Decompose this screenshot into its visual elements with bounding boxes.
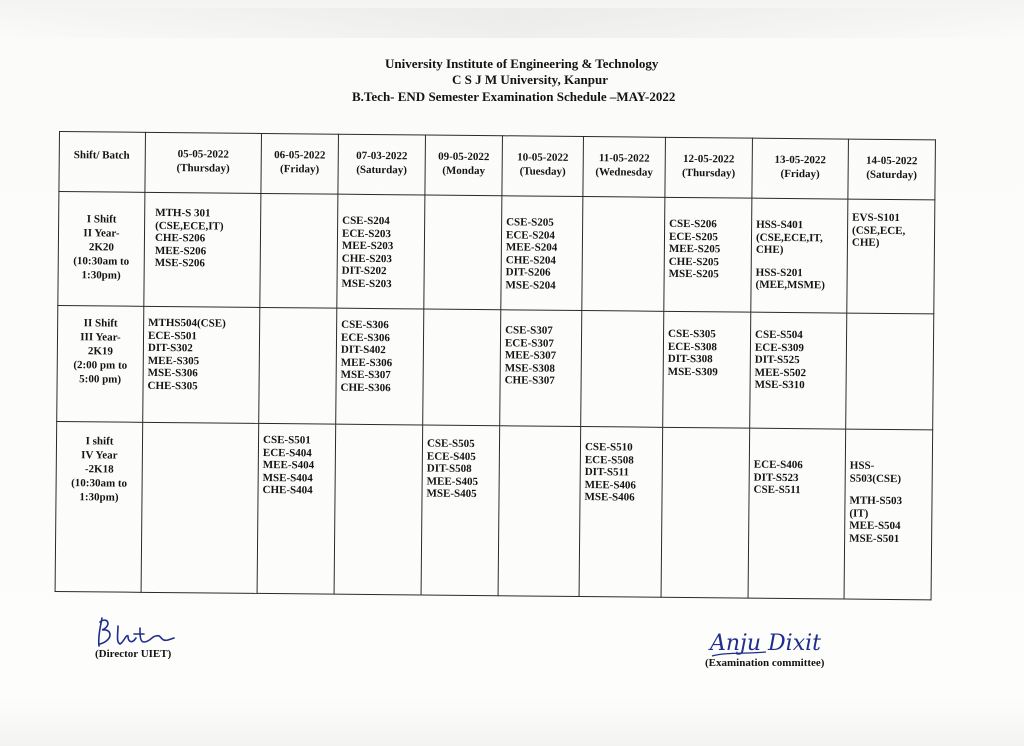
course-code: S503(CSE) (849, 472, 902, 485)
course-code: CHE-S306 (340, 381, 391, 394)
course-code: (CSE,ECE,IT, (755, 231, 823, 244)
batch-line: I Shift (86, 213, 117, 226)
course-code: ECE-S203 (341, 227, 391, 240)
course-code: CSE-S504 (755, 328, 803, 342)
course-code: HSS-S201 (755, 266, 803, 279)
course-code: ECE-S204 (505, 228, 555, 242)
course-code: HSS-S401 (756, 218, 804, 232)
schedule-cell (661, 427, 750, 598)
course-code: CSE-S305 (668, 327, 716, 341)
course-code: (CSE,ECE, (852, 224, 906, 237)
exam-date: 11-05-2022 (598, 152, 650, 165)
course-code: MSE-S307 (340, 368, 391, 382)
batch-line: (2:00 pm to (73, 359, 128, 372)
course-code: CHE-S206 (154, 231, 206, 245)
course-code: MSE-S404 (262, 471, 313, 484)
schedule-cell (144, 192, 261, 307)
course-code: MTHS504(CSE) (148, 316, 226, 330)
course-code: MSE-S501 (849, 532, 900, 545)
exam-date: 10-05-2022 (517, 151, 569, 164)
column-header-date (752, 138, 849, 199)
course-code: MSE-S309 (667, 365, 718, 378)
exam-date: 14-05-2022 (866, 154, 918, 168)
course-code: DIT-S523 (753, 471, 799, 484)
exam-date: 12-05-2022 (683, 152, 735, 166)
course-code: MEE-S305 (147, 354, 200, 367)
batch-line: 1:30pm) (81, 269, 121, 282)
committee-signature-text: Anju Dixit (710, 631, 821, 656)
schedule-cell (663, 311, 751, 428)
exam-day: (Monday (442, 164, 486, 178)
table-row (57, 305, 934, 429)
batch-line: -2K18 (84, 463, 114, 476)
course-code: CHE) (851, 236, 880, 249)
batch-cell (55, 421, 143, 592)
course-code: CSE-S501 (262, 433, 311, 447)
course-code: MTH-S 301 (155, 206, 211, 220)
course-code: MSE-S204 (505, 278, 556, 292)
schedule-cell (424, 195, 502, 310)
batch-line: 2K19 (87, 345, 113, 358)
exam-day: (Saturday) (356, 163, 408, 177)
course-code: ECE-S406 (753, 458, 803, 472)
exam-day: (Tuesday) (519, 165, 566, 178)
scan-shadow (0, 8, 1024, 38)
exam-day: (Friday) (280, 163, 320, 176)
course-code: CSE-S206 (669, 217, 717, 231)
column-header-date (502, 136, 584, 197)
course-code: MTH-S503 (849, 494, 903, 508)
course-code: (MEE,MSME) (755, 278, 825, 292)
exam-day: (Thursday) (176, 162, 230, 175)
schedule-cell (143, 306, 260, 423)
exam-day: (Friday) (780, 167, 820, 181)
table-header-row (59, 132, 936, 200)
course-code: MEE-S206 (154, 244, 207, 257)
course-code: CHE) (755, 243, 784, 256)
university-name: C S J M University, Kanpur (452, 72, 609, 87)
schedule-cell (844, 429, 933, 600)
course-code: (CSE,ECE,IT) (155, 219, 224, 233)
course-code: CHE-S404 (262, 483, 313, 497)
schedule-cell (257, 423, 336, 594)
schedule-cell (581, 311, 664, 428)
committee-caption: (Examination committee) (705, 657, 825, 669)
exam-date: 07-03-2022 (356, 149, 408, 163)
schedule-cell (579, 427, 663, 598)
batch-line: (10:30am to (71, 477, 128, 490)
schedule-cell (336, 308, 424, 425)
course-code: ECE-S501 (147, 329, 198, 342)
batch-line: 5:00 pm) (79, 373, 122, 386)
course-code: DIT-S508 (426, 462, 472, 475)
column-header-date (848, 139, 936, 200)
exam-date: 09-05-2022 (438, 150, 490, 164)
course-code: ECE-S508 (584, 453, 634, 467)
batch-line: II Shift (83, 317, 118, 330)
course-code: HSS- (849, 459, 875, 472)
director-caption: (Director UIET) (95, 648, 172, 660)
schedule-cell (334, 424, 423, 595)
course-code: CSE-S510 (584, 441, 633, 454)
course-code: ECE-S205 (668, 230, 718, 243)
course-code: CSE-S306 (341, 318, 389, 332)
course-code: CSE-S505 (426, 437, 475, 451)
course-code: ECE-S307 (504, 336, 554, 350)
column-header-date (583, 137, 666, 198)
course-code: MEE-S203 (341, 239, 394, 253)
table-row (58, 192, 935, 314)
course-code: DIT-S402 (340, 343, 386, 357)
batch-line: I shift (85, 435, 114, 448)
schedule-cell (337, 194, 425, 309)
column-header-date (261, 133, 339, 194)
course-code: ECE-S405 (426, 450, 476, 463)
exam-date: 13-05-2022 (774, 153, 826, 167)
course-code: MEE-S306 (340, 356, 393, 369)
table-row (55, 421, 933, 599)
course-code: MEE-S404 (262, 458, 315, 472)
course-code: CHE-S205 (668, 255, 719, 268)
course-code: MEE-S307 (504, 349, 557, 362)
course-code: ECE-S308 (667, 340, 717, 353)
course-code: CSE-S511 (753, 483, 801, 497)
exam-date: 05-05-2022 (177, 148, 229, 161)
column-header-batch (59, 132, 146, 193)
course-code: DIT-S525 (754, 353, 800, 367)
course-code: MEE-S504 (849, 519, 901, 533)
course-code: MEE-S406 (584, 478, 637, 492)
column-header-date (665, 137, 753, 198)
course-code: CHE-S204 (505, 253, 556, 267)
course-code: ECE-S404 (262, 446, 312, 459)
course-code: MEE-S502 (754, 366, 807, 379)
schedule-cell (751, 198, 848, 313)
batch-cell (57, 305, 144, 422)
course-code: MSE-S308 (504, 361, 555, 375)
course-code: DIT-S206 (505, 266, 551, 279)
course-code: (IT) (849, 507, 869, 520)
exam-day: (Thursday) (681, 166, 736, 180)
corner-label: Shift/ Batch (73, 149, 130, 162)
batch-cell (58, 192, 145, 307)
column-header-date (425, 135, 503, 196)
course-code: ECE-S306 (340, 331, 390, 344)
schedule-title: B.Tech- END Semester Examination Schedule –MAY-2022 (352, 89, 676, 104)
course-code: DIT-S511 (584, 466, 630, 479)
course-code: CSE-S205 (506, 216, 554, 229)
course-code: MSE-S310 (754, 378, 805, 392)
batch-line: 1:30pm) (79, 491, 119, 504)
course-code: ECE-S309 (754, 341, 804, 354)
course-code: MEE-S405 (426, 475, 479, 488)
course-code: MEE-S204 (505, 241, 558, 254)
batch-line: (10:30am to (73, 255, 130, 268)
course-code: CHE-S307 (504, 374, 555, 387)
schedule-cell (141, 422, 259, 593)
schedule-cell (748, 428, 846, 599)
schedule-cell (582, 197, 665, 312)
course-code: MSE-S306 (147, 366, 198, 380)
course-code: MEE-S205 (668, 242, 721, 256)
course-code: CHE-S203 (341, 252, 392, 265)
schedule-cell (260, 193, 338, 308)
exam-schedule-table (55, 131, 936, 600)
course-code: MSE-S405 (426, 487, 477, 501)
schedule-cell (259, 307, 337, 424)
course-code: CSE-S204 (342, 214, 390, 228)
course-code: MSE-S206 (154, 256, 205, 270)
schedule-cell (501, 196, 583, 311)
course-code: CSE-S307 (505, 324, 553, 337)
institute-name: University Institute of Engineering & Technology (385, 56, 659, 71)
schedule-cell (847, 199, 935, 314)
exam-day: (Saturday) (866, 168, 918, 182)
course-code: DIT-S308 (667, 352, 713, 366)
course-code: MSE-S203 (341, 277, 392, 290)
course-code: MSE-S205 (668, 267, 719, 281)
schedule-cell (498, 426, 581, 597)
schedule-cell (423, 309, 501, 426)
batch-line: IV Year (81, 449, 118, 462)
column-header-date (338, 134, 426, 195)
course-code: CHE-S305 (147, 379, 198, 392)
schedule-cell (664, 197, 752, 312)
exam-date: 06-05-2022 (274, 149, 326, 162)
schedule-cell (421, 425, 500, 596)
course-code: DIT-S302 (147, 341, 193, 355)
schedule-cell (500, 310, 582, 427)
batch-line: 2K20 (88, 241, 114, 254)
schedule-cell (750, 312, 847, 429)
course-code: MSE-S406 (584, 491, 635, 504)
batch-line: II Year- (83, 227, 120, 240)
exam-day: (Wednesday (595, 166, 653, 179)
schedule-cell (846, 313, 934, 430)
column-header-date (145, 132, 262, 193)
batch-line: III Year- (80, 331, 121, 344)
course-code: EVS-S101 (852, 211, 900, 225)
course-code: DIT-S202 (341, 264, 387, 278)
